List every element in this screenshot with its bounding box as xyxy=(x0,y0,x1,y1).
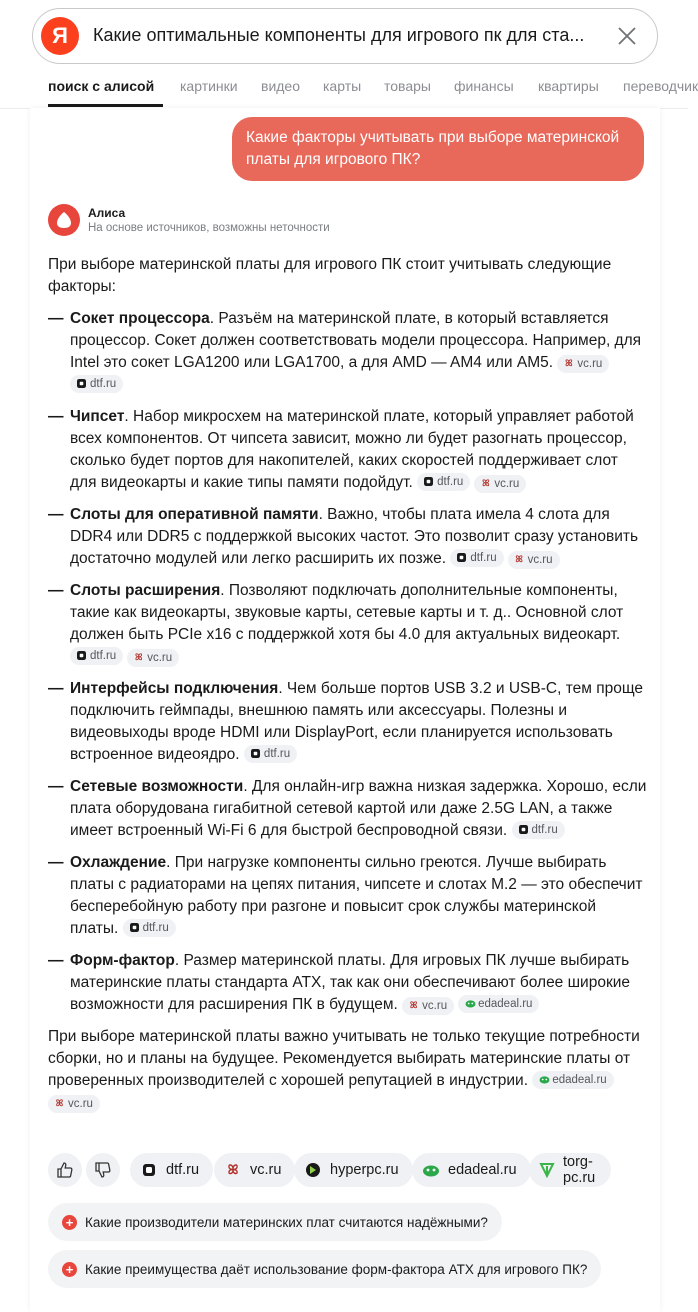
source-chip-vc[interactable] xyxy=(214,1153,295,1187)
answer-intro: При выборе материнской платы для игрового ПК стоит учитывать следующие факторы: xyxy=(48,256,612,295)
source-chip-label: torg-pc.ru xyxy=(563,1154,596,1186)
dtf-icon xyxy=(424,477,433,486)
list-item xyxy=(48,504,648,570)
search-input[interactable]: Какие оптимальные компоненты для игрового пк для ста... xyxy=(93,25,585,45)
alice-icon xyxy=(54,210,74,230)
source-badge-label: edadeal.ru xyxy=(552,1073,607,1086)
source-badge-label: vc.ru xyxy=(577,357,603,370)
active-tab-indicator xyxy=(48,104,163,107)
list-item-text: . Позволяют подключать дополнительные компоненты, такие как видеокарты, звуковые карты, сетевые карты и т. д.. Основной слот должен быть PCIe x16 с поддержкой хотя бы 4.0 для актуальных видеокарт. xyxy=(70,582,624,643)
list-item-text: . При нагрузке компоненты сильно греются. Лучше выбирать платы с радиаторами на цепях питания, чипсете и слотах M.2 — это обеспечит бесперебойную работу при разгоне и повысит срок службы материнской платы. xyxy=(70,854,643,937)
source-badge[interactable] xyxy=(244,745,297,763)
list-item-title: Интерфейсы подключения xyxy=(70,680,279,697)
list-item-title: Сетевые возможности xyxy=(70,778,244,795)
list-item-text: . Для онлайн-игр важна низкая задержка. Хорошо, если плата оборудована гигабитной сетевой картой или даже 2.5G LAN, а также имеет встроенный Wi-Fi 6 для быстрой беспроводной связи. xyxy=(70,778,647,839)
list-dash: — xyxy=(48,310,64,327)
list-item-title: Слоты для оперативной памяти xyxy=(70,506,319,523)
source-badge[interactable] xyxy=(127,649,179,667)
source-chip-label: vc.ru xyxy=(250,1162,282,1178)
source-badge-label: dtf.ru xyxy=(90,377,117,390)
source-badge-label: vc.ru xyxy=(422,999,448,1012)
thumbs-up-icon xyxy=(56,1161,74,1179)
close-icon[interactable] xyxy=(617,26,637,46)
list-item-text: . Важно, чтобы плата имела 4 слота для DDR4 или DDR5 с поддержкой высоких частот. Это позволит сразу установить достаточно модулей или легко расширить их позже. xyxy=(70,506,639,567)
source-badge[interactable] xyxy=(458,995,539,1013)
vc-icon: ꕤ xyxy=(565,358,573,368)
vc-icon: ꕤ xyxy=(134,652,143,662)
dtf-icon xyxy=(140,1161,158,1179)
answer-body xyxy=(48,254,648,1114)
list-item-text: . Разъём на материнской плате, в который вставляется процессор. Сокет должен соответствовать модели процессора. Например, для Intel это сокет LGA1200 или LGA1700, а для AMD — AM4 или AM5. xyxy=(70,310,642,371)
source-badge[interactable] xyxy=(123,919,176,937)
answer-outro-text: При выборе материнской платы важно учитывать не только текущие потребности сборки, но и планы на будущее. Рекомендуется выбирать материнские платы от проверенных производителей с хорошей репутацией в индустрии. xyxy=(48,1028,640,1089)
edadeal-icon xyxy=(422,1161,440,1179)
source-badge[interactable] xyxy=(474,475,526,493)
answer-outro xyxy=(48,1026,648,1114)
list-item-text: . Размер материнской платы. Для игровых ПК лучше выбирать материнские платы стандарта ATX, так как они обеспечивают более широкие возможности для расширения ПК в будущем. xyxy=(70,952,631,1013)
vc-icon: ꕤ xyxy=(409,1000,418,1010)
assistant-disclaimer: На основе источников, возможны неточности xyxy=(88,222,330,234)
vc-icon: ꕤ xyxy=(55,1098,64,1108)
list-item xyxy=(48,678,648,766)
torgpc-icon xyxy=(539,1161,555,1179)
tab-apartments[interactable]: квартиры xyxy=(538,78,599,94)
list-item-title: Сокет процессора xyxy=(70,310,210,327)
list-dash: — xyxy=(48,582,64,599)
source-badge-label: edadeal.ru xyxy=(478,997,533,1010)
source-badge-label: dtf.ru xyxy=(531,823,558,836)
source-badge-label: vc.ru xyxy=(527,553,553,566)
hyperpc-icon xyxy=(304,1161,322,1179)
list-item-title: Чипсет xyxy=(70,408,125,425)
search-bar[interactable] xyxy=(32,8,658,64)
source-badge-label: dtf.ru xyxy=(90,649,117,662)
dtf-icon xyxy=(519,825,528,834)
dtf-icon xyxy=(251,749,260,758)
source-badge[interactable] xyxy=(512,821,565,839)
list-item xyxy=(48,308,648,396)
list-item xyxy=(48,406,648,494)
source-badge[interactable] xyxy=(532,1071,613,1089)
source-badge-label: dtf.ru xyxy=(142,921,169,934)
dtf-icon xyxy=(457,553,466,562)
dislike-button[interactable] xyxy=(86,1153,120,1187)
list-item-title: Форм-фактор xyxy=(70,952,175,969)
plus-icon: + xyxy=(62,1262,77,1277)
thumbs-down-icon xyxy=(94,1161,112,1179)
like-button[interactable] xyxy=(48,1153,82,1187)
source-chip-dtf[interactable] xyxy=(130,1153,213,1187)
list-item xyxy=(48,852,648,940)
tab-finance[interactable]: финансы xyxy=(454,78,514,94)
dtf-icon xyxy=(77,379,86,388)
source-badge[interactable] xyxy=(48,1095,100,1113)
user-message: Какие факторы учитывать при выборе материнской платы для игрового ПК? xyxy=(232,117,644,181)
tab-video[interactable]: видео xyxy=(261,78,300,94)
list-dash: — xyxy=(48,680,64,697)
edadeal-icon xyxy=(539,1075,548,1084)
source-badge[interactable] xyxy=(508,551,560,569)
suggestion-1[interactable] xyxy=(48,1203,502,1241)
vc-icon: ꕤ xyxy=(515,554,523,564)
source-badge[interactable] xyxy=(417,473,470,491)
list-item-text: . Набор микросхем на материнской плате, который управляет работой всех компонентов. От чипсета зависит, можно ли будет разогнать процессор, сколько будет портов для накопителей, каких скоростей поддерживает слот для видеокарты и какие типы памяти подойдут. xyxy=(70,408,634,491)
tab-alice-search[interactable]: поиск с алисой xyxy=(48,78,155,94)
source-badge-label: dtf.ru xyxy=(437,475,464,488)
tab-maps[interactable]: карты xyxy=(323,78,362,94)
list-item xyxy=(48,950,648,1016)
list-dash: — xyxy=(48,854,64,871)
source-badge[interactable] xyxy=(70,647,123,665)
list-dash: — xyxy=(48,778,64,795)
source-badge-label: vc.ru xyxy=(494,477,520,490)
source-chip-hyperpc[interactable] xyxy=(294,1153,413,1187)
suggestion-text: Какие производители материнских плат считаются надёжными? xyxy=(85,1214,488,1230)
source-chip-label: edadeal.ru xyxy=(448,1162,517,1178)
source-chip-label: dtf.ru xyxy=(166,1162,200,1178)
source-badge-label: dtf.ru xyxy=(470,551,497,564)
vc-icon: ꕤ xyxy=(482,478,490,488)
list-item xyxy=(48,776,648,842)
source-chip-edadeal[interactable] xyxy=(412,1153,531,1187)
list-item-title: Слоты расширения xyxy=(70,582,221,599)
tab-products[interactable]: товары xyxy=(384,78,431,94)
alice-avatar xyxy=(48,204,80,236)
yandex-logo[interactable]: Я xyxy=(41,17,79,55)
suggestion-2[interactable] xyxy=(48,1250,601,1288)
vc-icon: ꕤ xyxy=(227,1162,239,1177)
source-badge[interactable] xyxy=(402,997,454,1015)
list-item-title: Охлаждение xyxy=(70,854,167,871)
list-item-text: . Чем больше портов USB 3.2 и USB-C, тем проще подключить геймпады, внешнюю память или аксессуары. Полезны и видеовыходы вроде HDMI или DisplayPort, если планируется использовать встроенное видеоядро. xyxy=(70,680,644,763)
source-badge[interactable] xyxy=(70,375,123,393)
list-dash: — xyxy=(48,408,64,425)
assistant-name: Алиса xyxy=(88,206,126,220)
suggestion-text: Какие преимущества даёт использование форм-фактора ATX для игрового ПК? xyxy=(85,1261,588,1277)
edadeal-icon xyxy=(465,999,474,1008)
source-badge-label: vc.ru xyxy=(147,651,173,664)
source-chip-label: hyperpc.ru xyxy=(330,1162,399,1178)
plus-icon: + xyxy=(62,1215,77,1230)
list-item xyxy=(48,580,648,668)
list-dash: — xyxy=(48,506,64,523)
tab-images[interactable]: картинки xyxy=(180,78,238,94)
source-badge[interactable] xyxy=(450,549,503,567)
source-badge-label: vc.ru xyxy=(68,1097,93,1110)
list-dash: — xyxy=(48,952,64,969)
search-tabs xyxy=(0,72,698,109)
dtf-icon xyxy=(77,651,86,660)
source-badge-label: dtf.ru xyxy=(263,747,291,760)
source-badge[interactable] xyxy=(557,355,609,373)
dtf-icon xyxy=(130,923,139,932)
source-chip-torgpc[interactable] xyxy=(529,1153,611,1187)
tab-translator[interactable]: переводчик xyxy=(623,78,698,94)
answer-list xyxy=(48,308,648,1016)
